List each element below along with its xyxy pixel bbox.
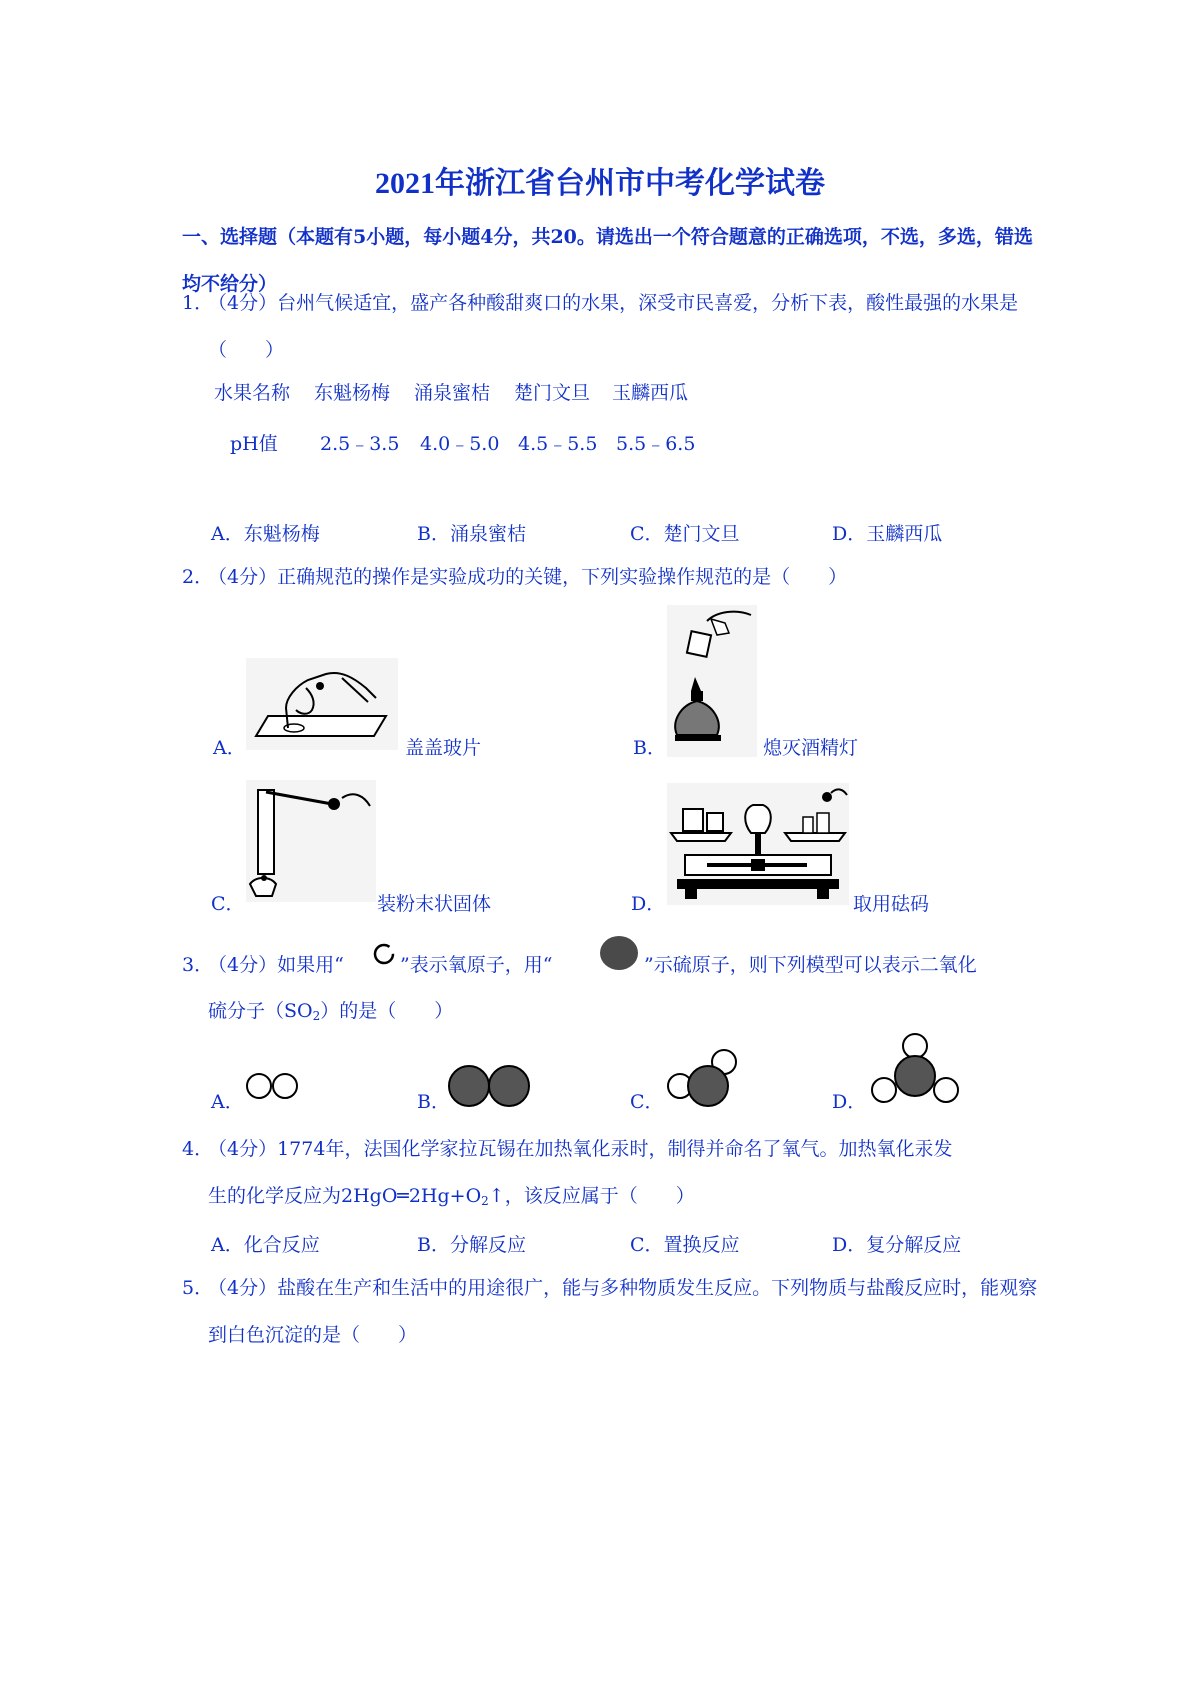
question-number: 1．	[182, 292, 214, 314]
option-a[interactable]: A．	[211, 1091, 244, 1113]
option-b[interactable]: B．	[417, 1091, 450, 1113]
question-number: 2．	[182, 566, 214, 588]
option-d[interactable]: D．	[832, 1091, 867, 1113]
table-row-cell: 4.5﹣5.5	[518, 433, 598, 455]
option-label: 熄灭酒精灯	[763, 737, 859, 759]
powder-test-tube-illustration	[246, 780, 376, 902]
question-text: （4分）台州气候适宜，盛产各种酸甜爽口的水果，深受市民喜爱，分析下表，酸性最强的水果是（ ）	[208, 292, 1019, 361]
oxygen-atom-icon	[371, 943, 397, 965]
question-text: 生的化学反应为$2HgO═2Hg+O_2↑$，该反应属于（ ）	[208, 1185, 695, 1208]
page-title: 2021年浙江省台州市中考化学试卷	[375, 167, 825, 200]
question-text: （4分）盐酸在生产和生活中的用途很广，能与多种物质发生反应。下列物质与盐酸反应时，能观察到白色沉淀的是（ ）	[208, 1277, 1038, 1346]
option-label: 装粉末状固体	[377, 893, 492, 915]
question-text: ”示硫原子，则下列模型可以表示二氧化	[644, 954, 977, 976]
option-letter[interactable]: C．	[211, 893, 245, 915]
option-a[interactable]: A．东魁杨梅	[211, 523, 320, 545]
option-label: 盖盖玻片	[405, 737, 482, 759]
option-c[interactable]: C．	[630, 1091, 664, 1113]
option-c[interactable]: C．楚门文旦	[630, 523, 740, 545]
option-b[interactable]: B．涌泉蜜桔	[417, 523, 526, 545]
sulfur-atom-icon	[598, 934, 640, 972]
section-heading: 一、选择题（本题有5小题，每小题4分，共20。请选出一个符合题意的正确选项，不选，多选，错选均不给分）	[182, 226, 1033, 295]
option-label: 取用砝码	[853, 893, 930, 915]
option-letter[interactable]: D．	[631, 893, 666, 915]
table-row-cell: pH值	[230, 433, 278, 455]
model-c-bent-molecule	[666, 1046, 748, 1108]
question-text: （4分）如果用“	[208, 954, 344, 976]
question-number: 5．	[182, 1277, 214, 1299]
model-b-two-sulfur	[447, 1064, 533, 1108]
balance-weights-illustration	[667, 783, 849, 905]
table-header-cell: 水果名称	[214, 382, 291, 404]
question-number: 4．	[182, 1138, 214, 1160]
table-row-cell: 5.5﹣6.5	[616, 433, 696, 455]
option-b[interactable]: B．分解反应	[417, 1234, 526, 1256]
question-text: （4分）1774年，法国化学家拉瓦锡在加热氧化汞时，制得并命名了氧气。加热氧化汞发	[208, 1138, 953, 1160]
option-letter[interactable]: B．	[633, 737, 666, 759]
cover-slip-illustration	[246, 658, 398, 750]
question-text: 硫分子$(SO_2)$的是（ ）	[208, 1000, 454, 1023]
option-d[interactable]: D．玉麟西瓜	[832, 523, 943, 545]
alcohol-lamp-illustration	[667, 605, 757, 757]
option-letter[interactable]: A．	[213, 737, 246, 759]
table-row-cell: 4.0﹣5.0	[420, 433, 500, 455]
option-a[interactable]: A．化合反应	[211, 1234, 320, 1256]
model-d-trigonal-molecule	[870, 1032, 960, 1108]
table-header-cell: 楚门文旦	[514, 382, 591, 404]
table-row-cell: 2.5﹣3.5	[320, 433, 400, 455]
option-c[interactable]: C．置换反应	[630, 1234, 740, 1256]
table-header-cell: 玉麟西瓜	[612, 382, 689, 404]
question-text: ”表示氧原子，用“	[400, 954, 553, 976]
table-header-cell: 东魁杨梅	[314, 382, 391, 404]
question-text: （4分）正确规范的操作是实验成功的关键，下列实验操作规范的是（ ）	[208, 566, 848, 588]
table-header-cell: 涌泉蜜桔	[414, 382, 491, 404]
option-d[interactable]: D．复分解反应	[832, 1234, 962, 1256]
question-number: 3．	[182, 954, 214, 976]
model-a-two-oxygen	[244, 1070, 304, 1102]
